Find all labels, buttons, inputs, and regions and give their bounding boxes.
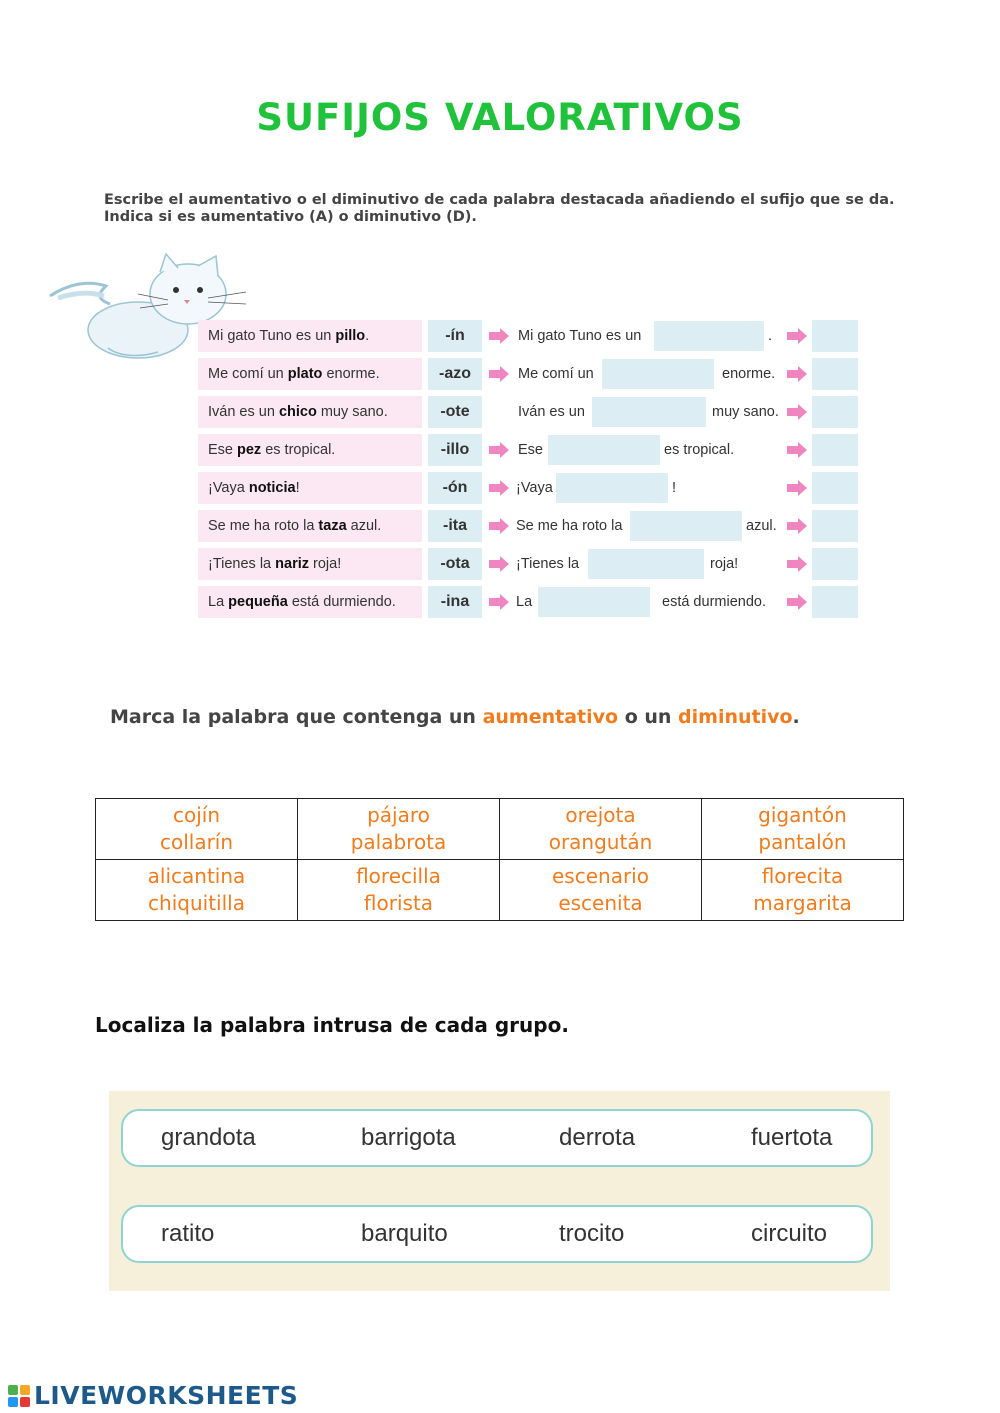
arrow-right-icon	[787, 442, 807, 458]
completion-sentence	[516, 396, 784, 428]
sentence-text: ¡Vaya	[208, 480, 249, 496]
completion-text: La	[516, 594, 533, 610]
answer-blank[interactable]	[548, 435, 660, 465]
highlighted-word: chico	[278, 404, 317, 420]
highlighted-word: plato	[287, 366, 323, 382]
type-answer-box[interactable]	[812, 320, 858, 352]
sentence-text: es tropical.	[261, 442, 336, 458]
table-cell	[298, 799, 500, 860]
answer-blank[interactable]	[602, 359, 714, 389]
word-option[interactable]: cojín	[172, 803, 221, 827]
suffix-label: -ín	[428, 320, 482, 352]
exercise-row	[198, 434, 862, 466]
table-cell	[96, 860, 298, 921]
group-word[interactable]: derrota	[559, 1124, 636, 1151]
arrow-right-icon	[489, 594, 509, 610]
sentence-text: ¡Tienes la	[208, 556, 276, 572]
arrow-right-icon	[489, 556, 509, 572]
table-cell	[500, 860, 702, 921]
sentence-text: Se me ha roto la	[208, 518, 319, 534]
word-option[interactable]: escenario	[552, 864, 649, 888]
word-option[interactable]: alicantina	[147, 864, 246, 888]
original-sentence	[198, 396, 422, 428]
word-option[interactable]: chiquitilla	[148, 891, 245, 915]
completion-text: Iván es un	[518, 404, 585, 420]
original-sentence	[198, 434, 422, 466]
completion-sentence	[516, 472, 784, 504]
word-option[interactable]: florecilla	[356, 864, 441, 888]
table-row	[96, 860, 904, 921]
completion-text: es tropical.	[664, 442, 735, 458]
instructions	[104, 192, 924, 226]
suffix-label: -ota	[428, 548, 482, 580]
sentence-text: .	[365, 328, 370, 344]
highlighted-word: pez	[237, 442, 262, 458]
highlighted-word: noticia	[248, 480, 296, 496]
completion-text: roja!	[710, 556, 739, 572]
sentence-text: Me comí un	[208, 366, 288, 382]
completion-text: enorme.	[722, 366, 776, 382]
exercise-row	[198, 586, 862, 618]
question-text: Marca la palabra que contenga un	[110, 706, 483, 728]
table-cell	[702, 799, 904, 860]
suffix-label: -illo	[428, 434, 482, 466]
completion-text: está durmiendo.	[662, 594, 766, 610]
type-answer-box[interactable]	[812, 396, 858, 428]
exercise-row	[198, 472, 862, 504]
word-option[interactable]: pájaro	[367, 803, 430, 827]
completion-sentence	[516, 434, 784, 466]
original-sentence	[198, 586, 422, 618]
sentence-text: enorme.	[322, 366, 380, 382]
table-row	[96, 799, 904, 860]
sentence-text: Mi gato Tuno es un	[208, 328, 336, 344]
completion-text: !	[672, 480, 677, 496]
answer-blank[interactable]	[538, 587, 650, 617]
answer-blank[interactable]	[556, 473, 668, 503]
completion-text: ¡Tienes la	[516, 556, 580, 572]
completion-text: Me comí un	[518, 366, 594, 382]
highlighted-word: pillo	[335, 328, 366, 344]
arrow-right-icon	[787, 328, 807, 344]
arrow-right-icon	[787, 518, 807, 534]
completion-text: ¡Vaya	[516, 480, 553, 496]
word-option[interactable]: florecita	[761, 864, 844, 888]
table-cell	[500, 799, 702, 860]
arrow-right-icon	[489, 328, 509, 344]
exercise-row	[198, 358, 862, 390]
exercise-row	[198, 510, 862, 542]
completion-sentence	[516, 586, 784, 618]
completion-text: muy sano.	[712, 404, 779, 420]
sentence-text: roja!	[309, 556, 342, 572]
type-answer-box[interactable]	[812, 548, 858, 580]
word-option[interactable]: escenita	[558, 891, 643, 915]
footer-brand: LIVEWORKSHEETS	[34, 1381, 299, 1410]
arrow-right-icon	[787, 404, 807, 420]
group-word[interactable]: circuito	[751, 1220, 828, 1247]
sentence-text: azul.	[346, 518, 382, 534]
type-answer-box[interactable]	[812, 358, 858, 390]
original-sentence	[198, 472, 422, 504]
instructions-line-2: Indica si es aumentativo (A) o diminutivo (D).	[104, 209, 477, 225]
completion-text: Se me ha roto la	[516, 518, 623, 534]
original-sentence	[198, 510, 422, 542]
question-3: Localiza la palabra intrusa de cada grupo.	[95, 1013, 569, 1037]
question-2	[110, 706, 800, 728]
table-cell	[702, 860, 904, 921]
suffix-label: -ote	[428, 396, 482, 428]
highlighted-word: pequeña	[228, 594, 288, 610]
suffix-label: -ita	[428, 510, 482, 542]
word-option[interactable]: orejota	[565, 803, 636, 827]
intruder-panel	[109, 1091, 890, 1291]
highlighted-word: taza	[318, 518, 347, 534]
sentence-text: !	[295, 480, 300, 496]
word-option[interactable]: collarín	[159, 830, 234, 854]
question-text: .	[792, 706, 800, 728]
completion-sentence	[516, 320, 784, 352]
page-title: SUFIJOS VALORATIVOS	[256, 96, 744, 139]
suffix-label: -azo	[428, 358, 482, 390]
liveworksheets-logo-icon	[8, 1385, 30, 1407]
completion-text: Ese	[518, 442, 543, 458]
completion-sentence	[516, 510, 784, 542]
group-word[interactable]: ratito	[161, 1220, 215, 1247]
exercise-row	[198, 320, 862, 352]
group-word[interactable]: fuertota	[751, 1124, 833, 1151]
table-cell	[298, 860, 500, 921]
arrow-right-icon	[489, 518, 509, 534]
arrow-right-icon	[489, 480, 509, 496]
original-sentence	[198, 548, 422, 580]
instructions-line-1: Escribe el aumentativo o el diminutivo de cada palabra destacada añadiendo el sufijo que se da.	[104, 192, 895, 208]
arrow-right-icon	[787, 556, 807, 572]
arrow-right-icon	[787, 594, 807, 610]
arrow-right-icon	[489, 442, 509, 458]
question-text: o un	[618, 706, 679, 728]
suffix-label: -ón	[428, 472, 482, 504]
answer-blank[interactable]	[592, 397, 706, 427]
group-word[interactable]: grandota	[161, 1124, 256, 1151]
word-group	[121, 1205, 873, 1263]
sentence-text: Ese	[208, 442, 238, 458]
table-cell	[96, 799, 298, 860]
type-answer-box[interactable]	[812, 434, 858, 466]
answer-blank[interactable]	[654, 321, 764, 351]
word-option[interactable]: pantalón	[758, 830, 847, 854]
type-answer-box[interactable]	[812, 510, 858, 542]
sentence-text: muy sano.	[316, 404, 388, 420]
arrow-right-icon	[787, 480, 807, 496]
completion-text: Mi gato Tuno es un	[518, 328, 642, 344]
word-table	[95, 798, 904, 921]
word-option[interactable]: gigantón	[758, 803, 847, 827]
completion-sentence	[516, 548, 784, 580]
completion-text: .	[768, 328, 773, 344]
answer-blank[interactable]	[588, 549, 704, 579]
arrow-right-icon	[787, 366, 807, 382]
sentence-text: La	[208, 594, 229, 610]
exercise-row	[198, 548, 862, 580]
arrow-right-icon	[489, 366, 509, 382]
keyword-aumentativo: aumentativo	[482, 706, 619, 728]
exercise-row	[198, 396, 862, 428]
word-option[interactable]: margarita	[753, 891, 852, 915]
group-word[interactable]: trocito	[559, 1220, 625, 1247]
keyword-diminutivo: diminutivo	[678, 706, 793, 728]
sentence-text: está durmiendo.	[287, 594, 396, 610]
group-word[interactable]: barrigota	[361, 1124, 456, 1151]
type-answer-box[interactable]	[812, 472, 858, 504]
original-sentence	[198, 320, 422, 352]
highlighted-word: nariz	[275, 556, 309, 572]
word-option[interactable]: palabrota	[350, 830, 447, 854]
type-answer-box[interactable]	[812, 586, 858, 618]
word-option[interactable]: florista	[363, 891, 434, 915]
completion-text: azul.	[746, 518, 777, 534]
original-sentence	[198, 358, 422, 390]
suffix-label: -ina	[428, 586, 482, 618]
completion-sentence	[516, 358, 784, 390]
group-word[interactable]: barquito	[361, 1220, 448, 1247]
answer-blank[interactable]	[630, 511, 742, 541]
word-option[interactable]: orangután	[548, 830, 653, 854]
sentence-text: Iván es un	[208, 404, 279, 420]
word-group	[121, 1109, 873, 1167]
